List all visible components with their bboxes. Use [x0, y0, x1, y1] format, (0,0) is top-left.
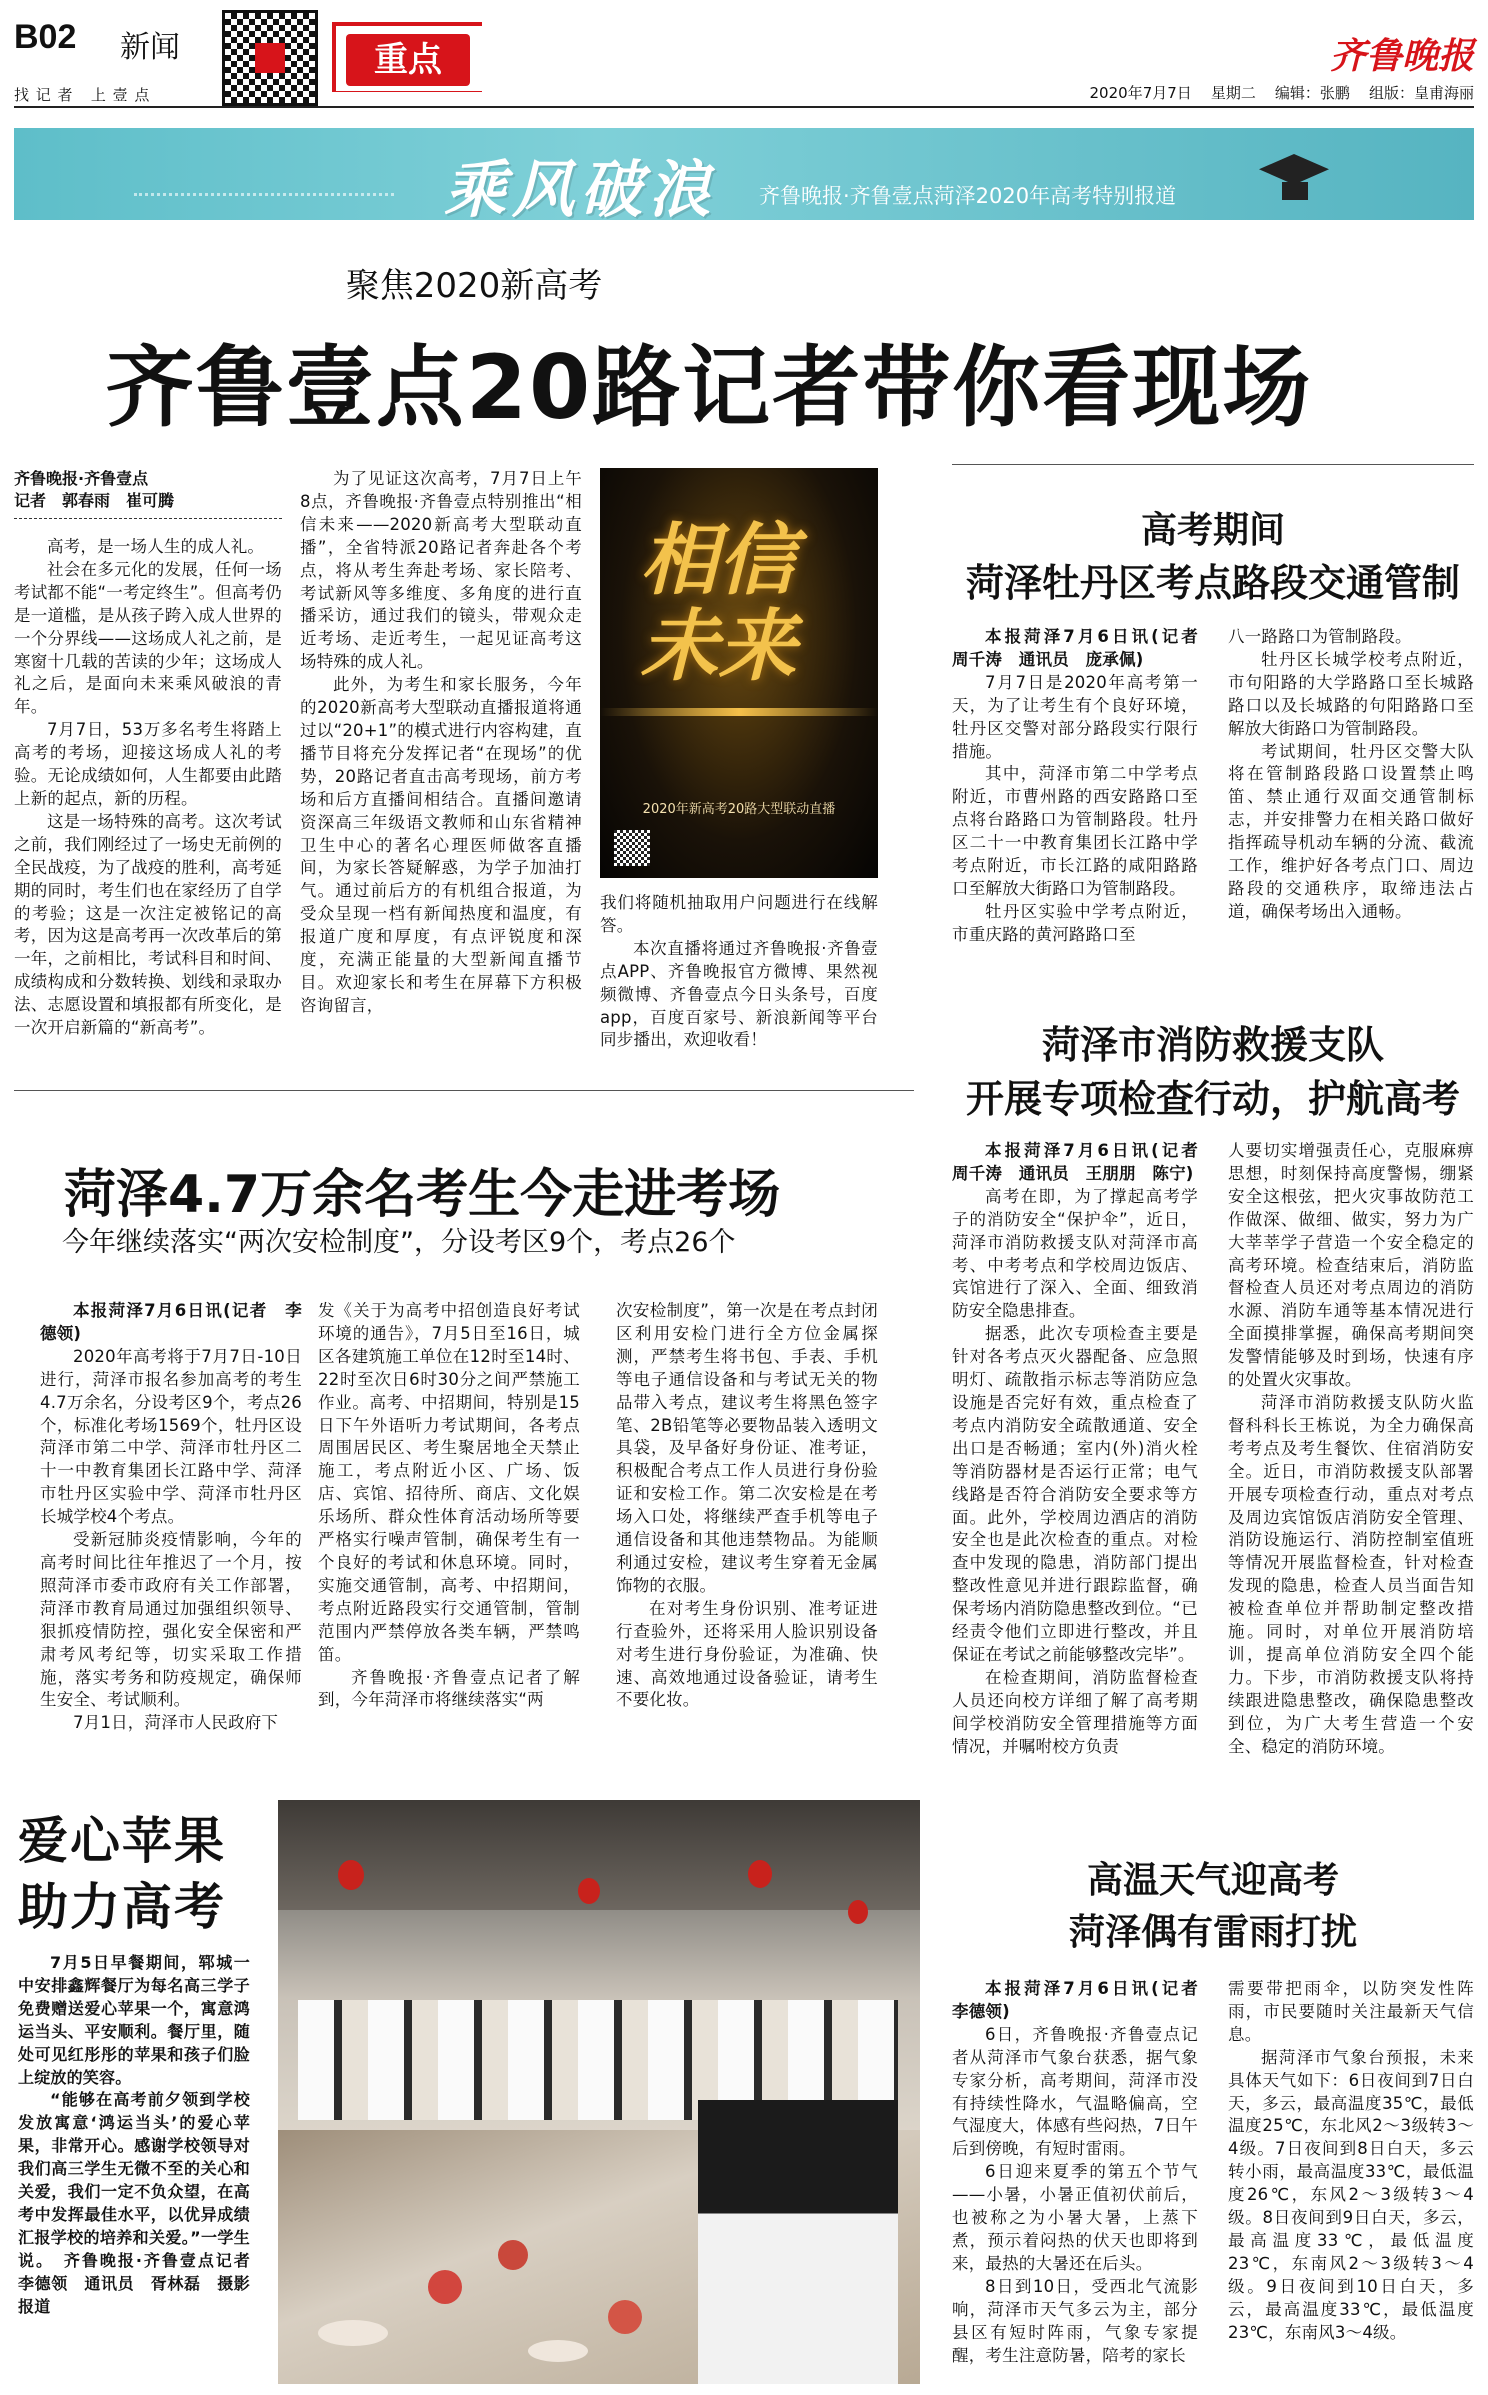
page-number: B02	[14, 18, 77, 56]
lantern-icon	[578, 1878, 600, 1904]
weather-column-2	[1228, 1978, 1474, 2378]
traffic-title-2: 菏泽牡丹区考点路段交通管制	[965, 561, 1460, 605]
paragraph: 菏泽市消防救援支队防火监督科科长王栋说，为全力确保高考考点及考生餐饮、住宿消防安全。近日，市消防救援支队部署开展专项检查行动，重点对考点及周边宾馆饭店消防安全管理、消防设施运行、消防控制室值班等情况开展监督检查，针对检查发现的隐患，检查人员当面告知被检查单位并帮助制定整改措施。同时，对单位开展消防培训，提高单位消防安全四个能力。下步，市消防救援支队将持续跟进隐患整改，确保隐患整改到位，为广大考生营造一个安全、稳定的消防环境。	[1228, 1392, 1474, 1756]
paragraph: 八一路路口为管制路段。	[1228, 627, 1412, 646]
paragraph: 据菏泽市气象台预报，未来具体天气如下：6日夜间到7日白天，多云，最高温度35℃，最低温度25℃，东北风2～3级转3～4级。7日夜间到8日白天，多云转小雨，最高温度33℃，最低温度26℃，东风2～3级转3～4级。8日夜间到9日白天，多云，最高温度33℃，最低温度23℃，东南风2～3级转3～4级。9日夜间到10日白天，多云，最高温度33℃，最低温度23℃，东南风3～4级。	[1228, 2047, 1474, 2342]
byline: 本报菏泽7月6日讯(记者 周千涛 通讯员 王朋朋 陈宁)	[952, 1141, 1215, 1183]
paragraph: 受新冠肺炎疫情影响，今年的高考时间比往年推迟了一个月，按照菏泽市委市政府有关工作部署，菏泽市教育局通过加强组织领导、狠抓疫情防控，强化安全保密和严肃考风考纪等，切实采取工作措施，落实考务和防疫规定，确保师生安全、考试顺利。	[40, 1530, 302, 1710]
apple-body	[18, 1952, 267, 2380]
header-slogan: 找 记 者 上 壹 点	[14, 86, 151, 104]
header-info: 2020年7月7日 星期二 编辑：张鹏 组版：皇甫海丽	[1089, 84, 1474, 102]
lead-column-2	[300, 468, 582, 1076]
lead-byline	[14, 468, 282, 519]
paragraph: 我们将随机抽取用户问题进行在线解答。	[600, 893, 878, 935]
exam-headline: 菏泽4.7万余名考生今走进考场	[64, 1165, 781, 1225]
lead-headline: 齐鲁壹点20路记者带你看现场	[105, 336, 1313, 439]
traffic-column-2	[1228, 626, 1474, 986]
apple-icon	[608, 2300, 642, 2334]
paragraph: 需要带把雨伞，以防突发性阵雨，市民要随时关注最新天气信息。	[1228, 1979, 1474, 2044]
weather-title-1: 高温天气迎高考	[1086, 1860, 1339, 1901]
paragraph: 7月5日早餐期间，郓城一中安排鑫辉餐厅为每名高三学子免费赠送爱心苹果一个，寓意鸿运当头、平安顺利。餐厅里，随处可见红彤彤的苹果和孩子们脸上绽放的笑容。	[18, 1953, 250, 2087]
paragraph: 2020年高考将于7月7日-10日进行，菏泽市报名参加高考的考生4.7万余名，分设考区9个，考点26个，标准化考场1569个，牡丹区设菏泽市第二中学、菏泽市牡丹区二十一中教育集团长江路中学、菏泽市牡丹区实验中学、菏泽市牡丹区长城学校4个考点。	[40, 1346, 302, 1527]
byline: 本报菏泽7月6日讯(记者 李德领)	[40, 1301, 302, 1343]
traffic-title-1: 高考期间	[1140, 510, 1285, 551]
lead-kicker: 聚焦2020新高考	[345, 266, 603, 306]
paragraph: 在对考生身份识别、准考证进行查验外，还将采用人脸识别设备对考生进行身份验证，为准确、快速、高效地通过设备验证，请考生不要化妆。	[616, 1598, 878, 1710]
paragraph: 此外，为考生和家长服务，今年的2020新高考大型联动直播报道将通过以“20+1”的模式进行内容构建，直播节目将充分发挥记者“在现场”的优势，20路记者直击高考现场，前方考场和后方直播间相结合。直播间邀请资深高三年级语文教师和山东省精神卫生中心的著名心理医师做客直播间，为家长答疑解惑，为学子加油打气。通过前后方的有机组合报道，为受众呈现一档有新闻热度和温度，有报道广度和厚度，有点评锐度和深度，充满正能量的大型新闻直播节目。欢迎家长和考生在屏幕下方积极咨询留言，	[300, 675, 582, 1015]
banner-decoration	[134, 156, 394, 196]
poster-caption: 2020年新高考20路大型联动直播	[642, 802, 836, 817]
paragraph: “能够在高考前夕领到学校发放寓意‘鸿运当头’的爱心苹果，非常开心。感谢学校领导对我们高三学生无微不至的关心和关爱，我们一定不负众望，在高考中发挥最佳水平，以优异成绩汇报学校的培养和关爱。”一学生说。 齐鲁晚报·齐鲁壹点记者 李德领 通讯员 胥林磊 摄影报道	[18, 2090, 267, 2316]
fire-title-2: 开展专项检查行动，护航高考	[965, 1077, 1460, 1121]
paragraph: 牡丹区长城学校考点附近，市句阳路的大学路路口至长城路路口以及长城路的句阳路路口至解放大街路口为管制路段。	[1228, 649, 1474, 738]
apple-headline-line: 助力高考	[18, 1878, 226, 1936]
byline: 本报菏泽7月6日讯(记者 李德领)	[952, 1979, 1215, 2021]
section-name: 新闻	[120, 30, 180, 65]
apple-icon	[428, 2270, 462, 2304]
paragraph: 高考在即，为了撑起高考学子的消防安全“保护伞”，近日，菏泽市消防救援支队对菏泽市高考、中考考点和学校周边饭店、宾馆进行了深入、全面、细致消防安全隐患排查。	[952, 1186, 1198, 1321]
traffic-column-1	[952, 626, 1215, 986]
paragraph: 7月1日，菏泽市人民政府下	[73, 1713, 279, 1733]
qr-code	[222, 10, 318, 106]
lantern-icon	[848, 1900, 868, 1924]
exam-column-2	[318, 1300, 580, 1758]
lantern-icon	[748, 1860, 772, 1888]
apple-headline-line: 爱心苹果	[18, 1812, 226, 1870]
banner-subtitle: 齐鲁晚报·齐鲁壹点菏泽2020年高考特别报道	[759, 184, 1177, 208]
paragraph: 据悉，此次专项检查主要是针对各考点灭火器配备、应急照明灯、疏散指示标志等消防应急设施是否完好有效，重点检查了考点内消防安全疏散通道、安全出口是否畅通；室内(外)消火栓等消防器材是否运行正常；电气线路是否符合消防安全要求等方面。此外，学校周边酒店的消防安全也是此次检查的重点。对检查中发现的隐患，消防部门提出整改性意见并进行跟踪监督，确保考场内消防隐患整改到位。“已经责令他们立即进行整改，并且保证在考试之前能够整改完毕”。	[952, 1324, 1198, 1664]
exam-column-1	[40, 1300, 302, 1758]
paragraph: 在检查期间，消防监督检查人员还向校方详细了解了高考期间学校消防安全管理措施等方面情况，并嘱咐校方负责	[952, 1667, 1198, 1756]
paragraph: 6日迎来夏季的第五个节气——小暑，小暑正值初伏前后，也被称之为小暑大暑，上蒸下煮，预示着闷热的伏天也即将到来，最热的大暑还在后头。	[952, 2162, 1198, 2273]
lead-column-1	[14, 536, 282, 1076]
paragraph: 齐鲁晚报·齐鲁壹点记者了解到，今年菏泽市将继续落实“两	[318, 1667, 580, 1710]
paragraph: 高考，是一场人生的成人礼。	[47, 537, 265, 556]
apple-headline	[18, 1808, 226, 1940]
paragraph: 8日到10日，受西北气流影响，菏泽市天气多云为主，部分县区有短时阵雨，气象专家提醒，考生注意防暑，陪考的家长	[952, 2276, 1198, 2365]
apple-icon	[498, 2240, 528, 2270]
weather-title-2: 菏泽偶有雷雨打扰	[1068, 1912, 1357, 1953]
live-stream-poster	[600, 468, 878, 878]
weather-column-1	[952, 1978, 1215, 2378]
fire-column-2	[1228, 1140, 1474, 1830]
section-tag	[332, 22, 482, 92]
paragraph: 发《关于为高考中招创造良好考试环境的通告》，7月5日至16日，城区各建筑施工单位在12时至14时、22时至次日6时30分之间严禁施工作业。高考、中招期间，特别是15日下午外语听力考试期间，各考点周围居民区、考生聚居地全天禁止施工，考点附近小区、广场、饭店、宾馆、招待所、商店、文化娱乐场所、群众性体育活动场所等要严格实行噪声管制，确保考生有一个良好的考试和休息环境。同时，实施交通管制，高考、中招期间，考点附近路段实行交通管制，管制范围内严禁停放各类车辆，严禁鸣笛。	[318, 1301, 580, 1664]
paragraph: 牡丹区实验中学考点附近，市重庆路的黄河路路口至	[952, 901, 1198, 944]
cafeteria-photo	[278, 1800, 920, 2384]
poster-qr-code	[614, 830, 650, 866]
fire-column-1	[952, 1140, 1215, 1830]
section-tag-label: 重点	[346, 34, 470, 86]
byline-line: 齐鲁晚报·齐鲁壹点	[14, 469, 149, 488]
paragraph: 7月7日是2020年高考第一天，为了让考生有个良好环境，牡丹区交警对部分路段实行限行措施。	[952, 672, 1198, 761]
paragraph: 为了见证这次高考，7月7日上午8点，齐鲁晚报·齐鲁壹点特别推出“相信未来——2020新高考大型联动直播”，全省特派20路记者奔赴各个考点，将从考生奔赴考场、家长陪考、考试新风等多维度、多角度的进行直播采访，通过我们的镜头，带观众走近考场、走近考生，一起见证高考这场特殊的成人礼。	[300, 469, 582, 672]
poster-title: 相信未来	[640, 515, 797, 692]
paragraph: 社会在多元化的发展，任何一场考试都不能“一考定终生”。但高考仍是一道槛，是从孩子跨入成人世界的一个分界线——这场成人礼之前，是寒窗十几载的苦读的少年；这场成人礼之后，是面向未来乘风破浪的青年。	[14, 559, 282, 717]
lead-column-3	[600, 892, 878, 1076]
exam-subtitle: 今年继续落实“两次安检制度”，分设考区9个，考点26个	[62, 1227, 736, 1258]
paragraph: 本次直播将通过齐鲁晚报·齐鲁壹点APP、齐鲁晚报官方微博、果然视频微博、齐鲁壹点今日头条号，百度app，百度百家号、新浪新闻等平台同步播出，欢迎收看！	[600, 938, 878, 1050]
paragraph: 6日，齐鲁晚报·齐鲁壹点记者从菏泽市气象台获悉，据气象专家分析，高考期间，菏泽市没有持续性降水，气温略偏高，空气湿度大，体感有些闷热，7日午后到傍晚，有短时雷雨。	[952, 2024, 1198, 2159]
newspaper-logo: 齐鲁晚报	[1329, 35, 1474, 77]
paragraph: 7月7日，53万多名考生将踏上高考的考场，迎接这场成人礼的考验。无论成绩如何，人生都要由此踏上新的起点，新的历程。	[14, 720, 282, 808]
fire-title-1: 菏泽市消防救援支队	[1041, 1023, 1384, 1067]
banner-calligraphy: 乘风破浪	[444, 153, 717, 226]
paragraph: 次安检制度”，第一次是在考点封闭区利用安检门进行全方位金属探测，严禁考生将书包、手表、手机等电子通信设备和与考试无关的物品带入考点，建议考生将黑色签字笔、2B铅笔等必要物品装入透明文具袋，及早备好身份证、准考证，积极配合考点工作人员进行身份验证和安检工作。第二次安检是在考场入口处，将继续严查手机等电子通信设备和其他违禁物品。为能顺利通过安检，建议考生穿着无金属饰物的衣服。	[616, 1301, 878, 1595]
exam-column-3	[616, 1300, 878, 1758]
paragraph: 人要切实增强责任心，克服麻痹思想，时刻保持高度警惕，绷紧安全这根弦，把火灾事故防范工作做深、做细、做实，努力为广大莘莘学子营造一个安全稳定的高考环境。检查结束后，消防监督检查人员还对考点周边的消防水源、消防车通等基本情况进行全面摸排掌握，确保高考期间突发警情能够及时到场，快速有序的处置火灾事故。	[1228, 1141, 1474, 1390]
lantern-icon	[338, 1860, 364, 1890]
special-banner	[14, 128, 1474, 226]
paragraph: 这是一场特殊的高考。这次考试之前，我们刚经过了一场史无前例的全民战疫，为了战疫的胜利，高考延期的同时，考生们也在家经历了自学的考验；这是一次注定被铭记的高考，因为这是高考再一次改革后的第一年，之前相比，考试科目和时间、成绩构成和分数转换、划线和录取办法、志愿设置和填报都有所变化，是一次开启新篇的“新高考”。	[14, 811, 282, 1038]
paragraph: 其中，菏泽市第二中学考点附近，市曹州路的西安路路口至点将台路路口为管制路段。牡丹区二十一中教育集团长江路中学考点附近，市长江路的咸阳路路口至解放大街路口为管制路段。	[952, 764, 1198, 898]
paragraph: 考试期间，牡丹区交警大队将在管制路段路口设置禁止鸣笛、禁止通行双面交通管制标志，并安排警力在相关路口做好指挥疏导机动车辆的分流、截流工作，维护好各考点门口、周边路段的交通秩序，取缔违法占道，确保考场出入通畅。	[1228, 741, 1474, 921]
byline-line: 记者 郭春雨 崔可腾	[14, 491, 175, 510]
byline: 本报菏泽7月6日讯(记者 周千涛 通讯员 庞承佩)	[952, 627, 1215, 669]
